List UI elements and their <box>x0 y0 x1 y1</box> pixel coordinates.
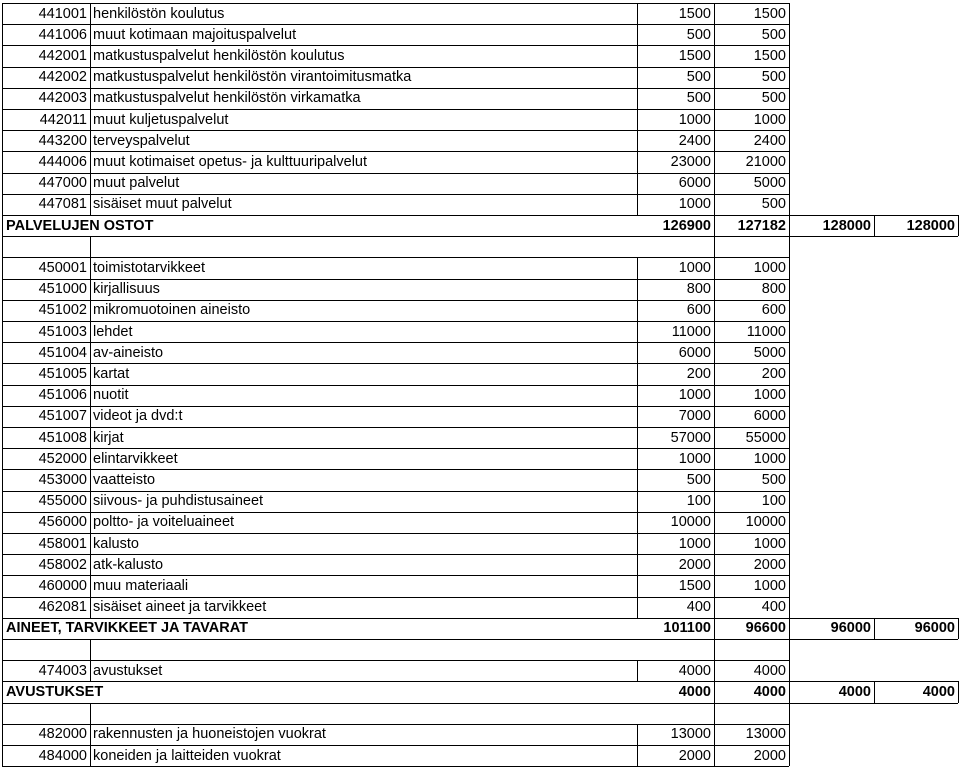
group-total-label: PALVELUJEN OSTOT <box>6 217 154 234</box>
account-code: 451005 <box>38 366 87 382</box>
cell-border <box>90 342 91 363</box>
cell-border <box>2 618 3 639</box>
cell-border <box>789 724 790 745</box>
cell-border <box>90 67 91 88</box>
amount-v1: 1000 <box>678 260 711 276</box>
cell-border <box>90 385 91 406</box>
amount-v2: 4000 <box>753 662 786 679</box>
cell-border <box>90 575 91 596</box>
account-name: koneiden ja laitteiden vuokrat <box>93 747 281 764</box>
amount-v2: 1500 <box>753 48 786 64</box>
amount-v3: 128000 <box>822 217 871 234</box>
amount-v2: 1000 <box>753 578 786 594</box>
cell-border <box>90 703 91 724</box>
amount-v1: 500 <box>686 69 711 86</box>
amount-v2: 500 <box>761 26 786 43</box>
amount-v2: 1000 <box>753 260 786 276</box>
amount-v1: 200 <box>686 366 711 382</box>
cell-border <box>789 173 790 194</box>
account-name: sisäiset muut palvelut <box>93 196 232 213</box>
account-name: poltto- ja voiteluaineet <box>93 514 235 531</box>
account-name: avustukset <box>93 662 163 679</box>
account-code: 451008 <box>38 429 87 446</box>
amount-v2: 2400 <box>753 132 786 149</box>
account-name: sisäiset aineet ja tarvikkeet <box>93 599 267 616</box>
cell-border <box>90 109 91 130</box>
amount-v1: 500 <box>686 26 711 43</box>
amount-v1: 2400 <box>678 132 711 149</box>
cell-border <box>90 491 91 512</box>
cell-border <box>789 257 790 278</box>
amount-v2: 500 <box>761 196 786 213</box>
amount-v2: 2000 <box>753 556 786 573</box>
cell-border <box>90 45 91 66</box>
account-name: kirjat <box>93 429 124 446</box>
cell-border <box>958 215 959 236</box>
cell-border <box>90 724 91 745</box>
cell-border <box>90 745 91 766</box>
amount-v2: 400 <box>761 599 786 616</box>
cell-border <box>714 703 715 724</box>
cell-border <box>789 363 790 384</box>
account-code: 451007 <box>38 408 87 425</box>
amount-v1: 400 <box>686 599 711 616</box>
amount-v2: 1500 <box>753 5 786 22</box>
cell-border <box>789 575 790 596</box>
cell-border <box>2 215 3 236</box>
amount-v1: 6000 <box>678 175 711 192</box>
account-name: matkustuspalvelut henkilöstön virantoimitusmatka <box>93 69 412 86</box>
amount-v1: 1500 <box>678 5 711 22</box>
amount-v2: 127182 <box>737 217 786 234</box>
cell-border <box>789 24 790 45</box>
account-code: 482000 <box>38 726 87 743</box>
amount-v2: 4000 <box>753 684 786 700</box>
cell-border <box>789 639 790 660</box>
account-name: mikromuotoinen aineisto <box>93 302 251 319</box>
account-name: av-aineisto <box>93 344 164 361</box>
cell-border <box>90 3 91 24</box>
account-code: 452000 <box>38 450 87 467</box>
amount-v1: 1000 <box>678 111 711 128</box>
cell-border <box>90 639 91 660</box>
cell-border <box>789 597 790 618</box>
amount-v1: 13000 <box>670 726 711 743</box>
cell-border <box>789 45 790 66</box>
account-name: atk-kalusto <box>93 556 164 573</box>
account-code: 447000 <box>38 175 87 192</box>
account-code: 442003 <box>38 90 87 107</box>
cell-border <box>2 703 3 724</box>
amount-v2: 55000 <box>745 429 786 446</box>
cell-border <box>789 321 790 342</box>
amount-v1: 57000 <box>670 429 711 446</box>
cell-border <box>789 151 790 172</box>
amount-v2: 1000 <box>753 450 786 467</box>
cell-border <box>90 448 91 469</box>
amount-v2: 500 <box>761 472 786 488</box>
account-name: muut kuljetuspalvelut <box>93 111 229 128</box>
cell-border <box>789 745 790 766</box>
cell-border <box>789 130 790 151</box>
amount-v2: 13000 <box>745 726 786 743</box>
cell-border <box>90 512 91 533</box>
amount-v2: 100 <box>761 493 786 510</box>
account-name: videot ja dvd:t <box>93 408 183 425</box>
cell-border <box>90 660 91 681</box>
amount-v1: 500 <box>686 472 711 488</box>
amount-v1: 126900 <box>662 217 711 234</box>
cell-border <box>90 151 91 172</box>
cell-border <box>90 257 91 278</box>
amount-v1: 100 <box>686 493 711 510</box>
cell-border <box>90 321 91 342</box>
account-code: 451002 <box>38 302 87 319</box>
cell-border <box>789 554 790 575</box>
amount-v2: 96600 <box>745 620 786 637</box>
cell-border <box>90 300 91 321</box>
account-name: muut kotimaiset opetus- ja kulttuuripalvelut <box>93 154 368 170</box>
group-total-label: AVUSTUKSET <box>6 684 104 700</box>
cell-border <box>958 618 959 639</box>
account-code: 441001 <box>38 5 87 22</box>
cell-border <box>789 194 790 215</box>
cell-border <box>90 533 91 554</box>
account-code: 451006 <box>38 387 87 404</box>
amount-v1: 1000 <box>678 450 711 467</box>
amount-v1: 2000 <box>678 747 711 764</box>
account-code: 442011 <box>39 111 87 128</box>
amount-v2: 200 <box>761 366 786 382</box>
cell-border <box>789 427 790 448</box>
amount-v4: 4000 <box>922 684 955 700</box>
amount-v2: 21000 <box>745 154 786 170</box>
account-name: rakennusten ja huoneistojen vuokrat <box>93 726 326 743</box>
cell-border <box>789 3 790 24</box>
cell-border <box>714 639 715 660</box>
cell-border <box>90 194 91 215</box>
account-code: 447081 <box>38 196 87 213</box>
amount-v1: 23000 <box>670 154 711 170</box>
account-name: matkustuspalvelut henkilöstön virkamatka <box>93 90 361 107</box>
amount-v2: 10000 <box>745 514 786 531</box>
amount-v1: 500 <box>686 90 711 107</box>
account-name: matkustuspalvelut henkilöstön koulutus <box>93 48 345 64</box>
row-border <box>2 639 958 640</box>
cell-border <box>90 24 91 45</box>
cell-border <box>90 130 91 151</box>
cell-border <box>789 385 790 406</box>
account-code: 451004 <box>38 344 87 361</box>
amount-v2: 2000 <box>753 747 786 764</box>
account-name: elintarvikkeet <box>93 450 178 467</box>
amount-v1: 101100 <box>663 620 711 637</box>
account-code: 451000 <box>38 281 87 298</box>
amount-v1: 7000 <box>678 408 711 425</box>
amount-v2: 1000 <box>753 111 786 128</box>
account-code: 441006 <box>38 26 87 43</box>
cell-border <box>90 363 91 384</box>
cell-border <box>90 173 91 194</box>
amount-v1: 600 <box>686 302 711 319</box>
amount-v1: 1000 <box>678 387 711 404</box>
amount-v2: 5000 <box>753 175 786 192</box>
account-name: nuotit <box>93 387 129 404</box>
amount-v1: 1500 <box>678 578 711 594</box>
amount-v3: 4000 <box>838 684 871 700</box>
account-code: 453000 <box>38 472 87 488</box>
cell-border <box>789 533 790 554</box>
amount-v2: 6000 <box>753 408 786 425</box>
cell-border <box>90 597 91 618</box>
cell-border <box>2 681 3 702</box>
account-code: 458002 <box>38 556 87 573</box>
account-name: kalusto <box>93 535 139 552</box>
cell-border <box>789 279 790 300</box>
amount-v3: 96000 <box>830 620 871 637</box>
row-border <box>2 236 958 237</box>
account-name: muut kotimaan majoituspalvelut <box>93 26 297 43</box>
account-name: henkilöstön koulutus <box>93 5 225 22</box>
account-code: 450001 <box>38 260 87 276</box>
account-code: 444006 <box>38 154 87 170</box>
row-border <box>2 703 958 704</box>
cell-border <box>714 236 715 257</box>
cell-border <box>789 109 790 130</box>
account-code: 462081 <box>38 599 87 616</box>
account-name: kirjallisuus <box>93 281 160 298</box>
account-name: siivous- ja puhdistusaineet <box>93 493 264 510</box>
account-code: 458001 <box>38 535 87 552</box>
cell-border <box>90 427 91 448</box>
amount-v1: 1000 <box>678 196 711 213</box>
amount-v1: 800 <box>686 281 711 298</box>
amount-v2: 500 <box>761 90 786 107</box>
account-code: 451003 <box>38 323 87 340</box>
cell-border <box>90 279 91 300</box>
amount-v1: 4000 <box>678 662 711 679</box>
amount-v1: 1000 <box>678 535 711 552</box>
account-code: 456000 <box>38 514 87 531</box>
cell-border <box>2 236 3 257</box>
amount-v2: 5000 <box>753 344 786 361</box>
amount-v1: 1500 <box>678 48 711 64</box>
amount-v1: 2000 <box>678 556 711 573</box>
amount-v2: 500 <box>761 69 786 86</box>
cell-border <box>789 491 790 512</box>
cell-border <box>90 88 91 109</box>
cell-border <box>789 67 790 88</box>
cell-border <box>789 406 790 427</box>
amount-v1: 4000 <box>678 684 711 700</box>
account-name: toimistotarvikkeet <box>93 260 206 276</box>
group-total-label: AINEET, TARVIKKEET JA TAVARAT <box>6 620 248 637</box>
account-code: 442001 <box>38 48 87 64</box>
cell-border <box>789 703 790 724</box>
account-name: lehdet <box>93 323 133 340</box>
amount-v2: 800 <box>761 281 786 298</box>
cell-border <box>958 681 959 702</box>
cell-border <box>789 88 790 109</box>
amount-v2: 11000 <box>746 323 786 340</box>
cell-border <box>2 639 3 660</box>
cell-border <box>90 236 91 257</box>
account-code: 442002 <box>38 69 87 86</box>
amount-v1: 10000 <box>670 514 711 531</box>
cell-border <box>789 448 790 469</box>
account-name: kartat <box>93 366 130 382</box>
account-code: 443200 <box>38 132 87 149</box>
cell-border <box>789 236 790 257</box>
account-code: 484000 <box>38 747 87 764</box>
cell-border <box>789 660 790 681</box>
account-code: 474003 <box>38 662 87 679</box>
cell-border <box>789 512 790 533</box>
account-name: muut palvelut <box>93 175 180 192</box>
amount-v2: 1000 <box>753 535 786 552</box>
amount-v2: 1000 <box>753 387 786 404</box>
account-code: 455000 <box>38 493 87 510</box>
account-name: muu materiaali <box>93 578 189 594</box>
cell-border <box>789 469 790 490</box>
cell-border <box>789 342 790 363</box>
amount-v1: 11000 <box>671 323 711 340</box>
amount-v1: 6000 <box>678 344 711 361</box>
amount-v4: 96000 <box>914 620 955 637</box>
account-code: 460000 <box>38 578 87 594</box>
account-name: vaatteisto <box>93 472 156 488</box>
account-name: terveyspalvelut <box>93 132 190 149</box>
cell-border <box>90 469 91 490</box>
amount-v2: 600 <box>761 302 786 319</box>
cell-border <box>90 554 91 575</box>
cell-border <box>90 406 91 427</box>
amount-v4: 128000 <box>906 217 955 234</box>
cell-border <box>789 300 790 321</box>
